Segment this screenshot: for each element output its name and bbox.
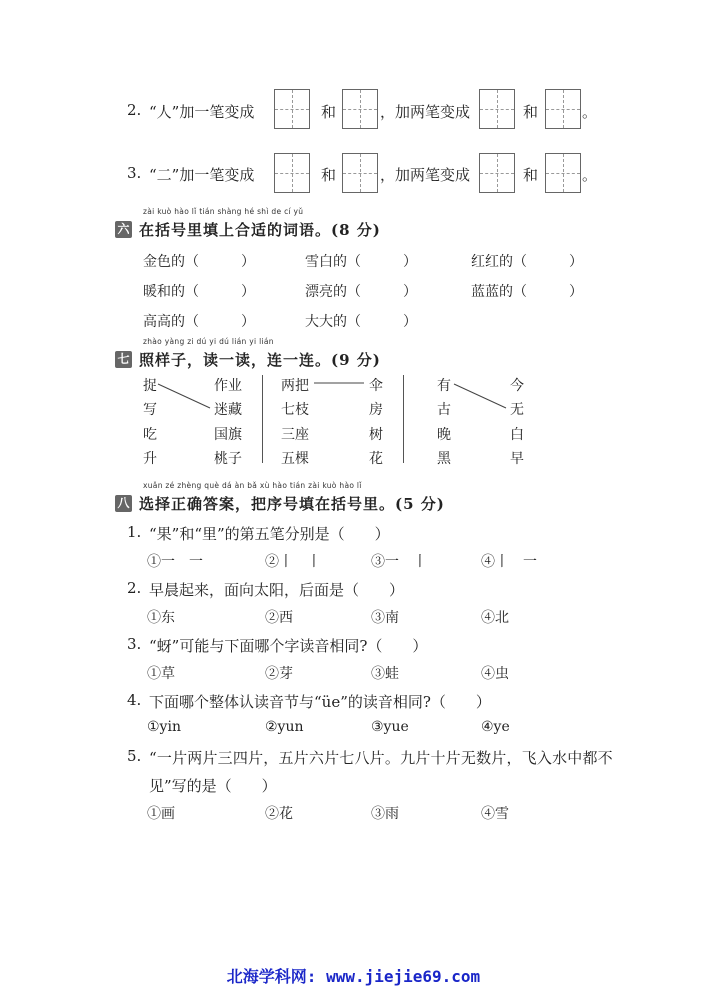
s7-g2-left-4[interactable]: 五棵 (281, 451, 309, 467)
s7-g2-right-3[interactable]: 树 (369, 427, 383, 443)
s7-g1-left-3[interactable]: 吃 (143, 427, 157, 443)
s7-g2-left-1[interactable]: 两把 (281, 378, 309, 394)
s7-g2-right-2[interactable]: 房 (369, 402, 383, 418)
q3-and-2: 和 (523, 166, 539, 184)
q3-number: 3. (127, 164, 142, 182)
s7-g1-right-1[interactable]: 作业 (214, 378, 242, 394)
s8-q4-text: 下面哪个整体认读音节与“üe”的读音相同?（ ） (149, 693, 491, 711)
q2-prefix: “人”加一笔变成 (149, 103, 255, 121)
s7-g1-right-4[interactable]: 桃子 (214, 451, 242, 467)
s7-pinyin: zhào yàng zi dú yi dú lián yi lián (143, 337, 274, 346)
s6-item-3[interactable]: 红红的（ ） (471, 254, 583, 270)
s7-g3-right-2[interactable]: 无 (510, 402, 524, 418)
s7-g1-right-3[interactable]: 国旗 (214, 427, 242, 443)
s8-q5-opt-4[interactable]: ④雪 (481, 806, 509, 822)
s7-g3-left-3[interactable]: 晚 (437, 427, 451, 443)
s8-title: 选择正确答案，把序号填在括号里。(5 分) (139, 495, 445, 513)
s8-q5-number: 5. (127, 747, 142, 765)
s7-title: 照样子，读一读，连一连。(9 分) (139, 351, 381, 369)
s8-q3-text: “蚜”可能与下面哪个字读音相同?（ ） (149, 637, 428, 655)
s8-q5-opt-3[interactable]: ③雨 (371, 806, 399, 822)
footer-website[interactable]: 北海学科网: www.jiejie69.com (226, 967, 481, 986)
s8-q1-number: 1. (127, 523, 142, 541)
s8-q4-opt-2[interactable]: ②yun (265, 719, 304, 735)
s8-q1-opt-4[interactable]: ④丨 一 (481, 554, 537, 570)
q2-end: 。 (582, 103, 598, 121)
s7-example-line-1 (158, 384, 210, 408)
s8-q4-number: 4. (127, 691, 142, 709)
s7-g1-left-1[interactable]: 捉 (143, 378, 157, 394)
s8-q2-opt-3[interactable]: ③南 (371, 610, 399, 626)
s7-g1-right-2[interactable]: 迷藏 (214, 402, 242, 418)
s6-item-5[interactable]: 漂亮的（ ） (305, 284, 417, 300)
s8-q3-opt-2[interactable]: ②芽 (265, 666, 293, 682)
s8-q3-opt-4[interactable]: ④虫 (481, 666, 509, 682)
s7-g1-left-4[interactable]: 升 (143, 451, 157, 467)
q2-mid: ，加两笔变成 (380, 103, 471, 121)
s8-q5-text: “一片两片三四片，五片六片七八片。九片十片无数片，飞入水中都不 (149, 749, 613, 767)
s6-item-1[interactable]: 金色的（ ） (143, 254, 255, 270)
q2-and-2: 和 (523, 103, 539, 121)
s8-q3-opt-3[interactable]: ③蛙 (371, 666, 399, 682)
s8-q2-opt-1[interactable]: ①东 (147, 610, 175, 626)
q3-end: 。 (582, 166, 598, 184)
s6-item-4[interactable]: 暖和的（ ） (143, 284, 255, 300)
s7-example-line-3 (454, 384, 506, 408)
s8-q5-opt-1[interactable]: ①画 (147, 806, 175, 822)
s7-g3-left-4[interactable]: 黑 (437, 451, 451, 467)
q3-prefix: “二”加一笔变成 (149, 166, 255, 184)
s8-q2-opt-2[interactable]: ②西 (265, 610, 293, 626)
s6-item-6[interactable]: 蓝蓝的（ ） (471, 284, 583, 300)
s8-q2-number: 2. (127, 579, 142, 597)
s8-q3-opt-1[interactable]: ①草 (147, 666, 175, 682)
s7-g2-right-4[interactable]: 花 (369, 451, 383, 467)
s8-q1-opt-3[interactable]: ③一 丨 (371, 554, 427, 570)
s7-badge: 七 (115, 351, 132, 368)
s8-q1-opt-2[interactable]: ②丨 丨 (265, 554, 321, 570)
s7-g3-right-1[interactable]: 今 (510, 378, 524, 394)
s7-g2-right-1[interactable]: 伞 (369, 378, 383, 394)
s8-q4-opt-3[interactable]: ③yue (371, 719, 409, 735)
s7-g3-left-1[interactable]: 有 (437, 378, 451, 394)
s8-q2-text: 早晨起来，面向太阳，后面是（ ） (149, 581, 405, 599)
s8-q3-number: 3. (127, 635, 142, 653)
q3-mid: ，加两笔变成 (380, 166, 471, 184)
q3-and-1: 和 (321, 166, 337, 184)
s8-badge: 八 (115, 495, 132, 512)
s7-g3-right-4[interactable]: 早 (510, 451, 524, 467)
q2-number: 2. (127, 101, 142, 119)
s7-g1-left-2[interactable]: 写 (143, 402, 157, 418)
s6-item-7[interactable]: 高高的（ ） (143, 314, 255, 330)
s8-pinyin: xuǎn zé zhèng què dá àn bǎ xù hào tián zài kuò hào lǐ (143, 481, 362, 490)
q2-and-1: 和 (321, 103, 337, 121)
s7-g2-left-3[interactable]: 三座 (281, 427, 309, 443)
s8-q1-text: “果”和“里”的第五笔分别是（ ） (149, 525, 390, 543)
s7-g2-left-2[interactable]: 七枝 (281, 402, 309, 418)
s8-q2-opt-4[interactable]: ④北 (481, 610, 509, 626)
s7-g3-right-3[interactable]: 白 (510, 427, 524, 443)
s6-title: 在括号里填上合适的词语。(8 分) (139, 221, 381, 239)
s6-badge: 六 (115, 221, 132, 238)
s6-pinyin: zài kuò hào lǐ tián shàng hé shì de cí yǔ (143, 207, 304, 216)
s8-q1-opt-1[interactable]: ①一 一 (147, 554, 203, 570)
s8-q4-opt-1[interactable]: ①yin (147, 719, 181, 735)
s8-q5-opt-2[interactable]: ②花 (265, 806, 293, 822)
s6-item-2[interactable]: 雪白的（ ） (305, 254, 417, 270)
s8-q4-opt-4[interactable]: ④ye (481, 719, 510, 735)
s8-q5-text-cont: 见”写的是（ ） (149, 777, 277, 795)
s6-item-8[interactable]: 大大的（ ） (305, 314, 417, 330)
s7-g3-left-2[interactable]: 古 (437, 402, 451, 418)
